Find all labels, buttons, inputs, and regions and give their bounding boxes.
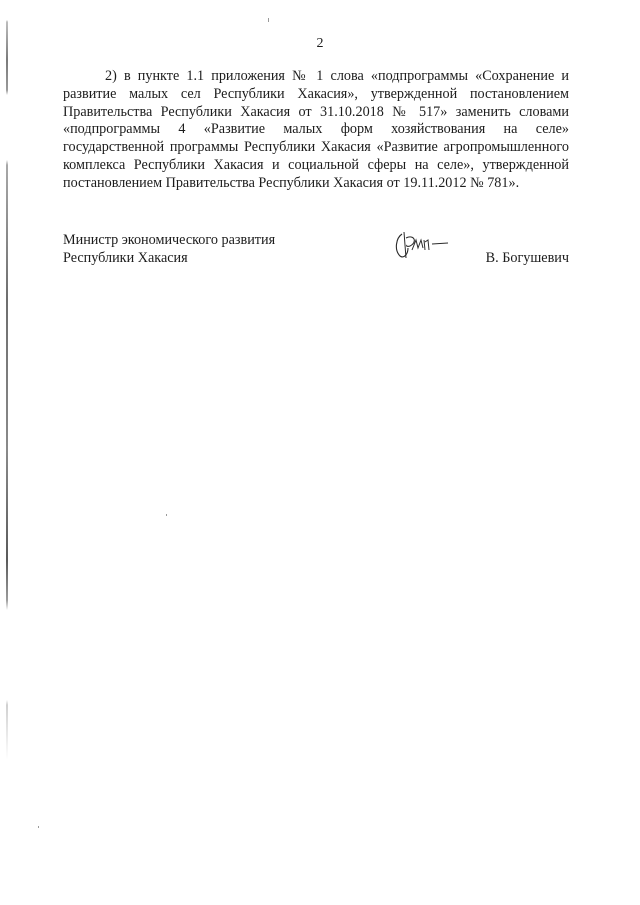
scan-edge-artifact [6, 0, 8, 905]
signer-position-line2: Республики Хакасия [63, 249, 188, 266]
scan-speck [166, 514, 167, 516]
signer-name: В. Богушевич [485, 250, 569, 266]
scan-speck [268, 18, 269, 22]
scan-speck [38, 826, 39, 828]
body-paragraph: 2) в пункте 1.1 приложения № 1 слова «подпрограммы «Сохранение и развитие малых сел Республики Хакасия», утвержденной постановлением Правительства Республики Хакасия от 31.10.2018 № 517» заменить словами «подпрограммы 4 «Развитие малых форм хозяйствования на селе» государственной программы Республики Хакасия «Развитие агропромышленного комплекса Республики Хакасия и социальной сферы на селе», утвержденной постановлением Правительства Республики Хакасия от 19.11.2012 № 781». [63, 68, 569, 191]
signer-position [63, 232, 275, 268]
handwritten-signature [392, 228, 452, 260]
page-number: 2 [316, 36, 324, 51]
signer-position-line1: Министр экономического развития [63, 232, 276, 248]
